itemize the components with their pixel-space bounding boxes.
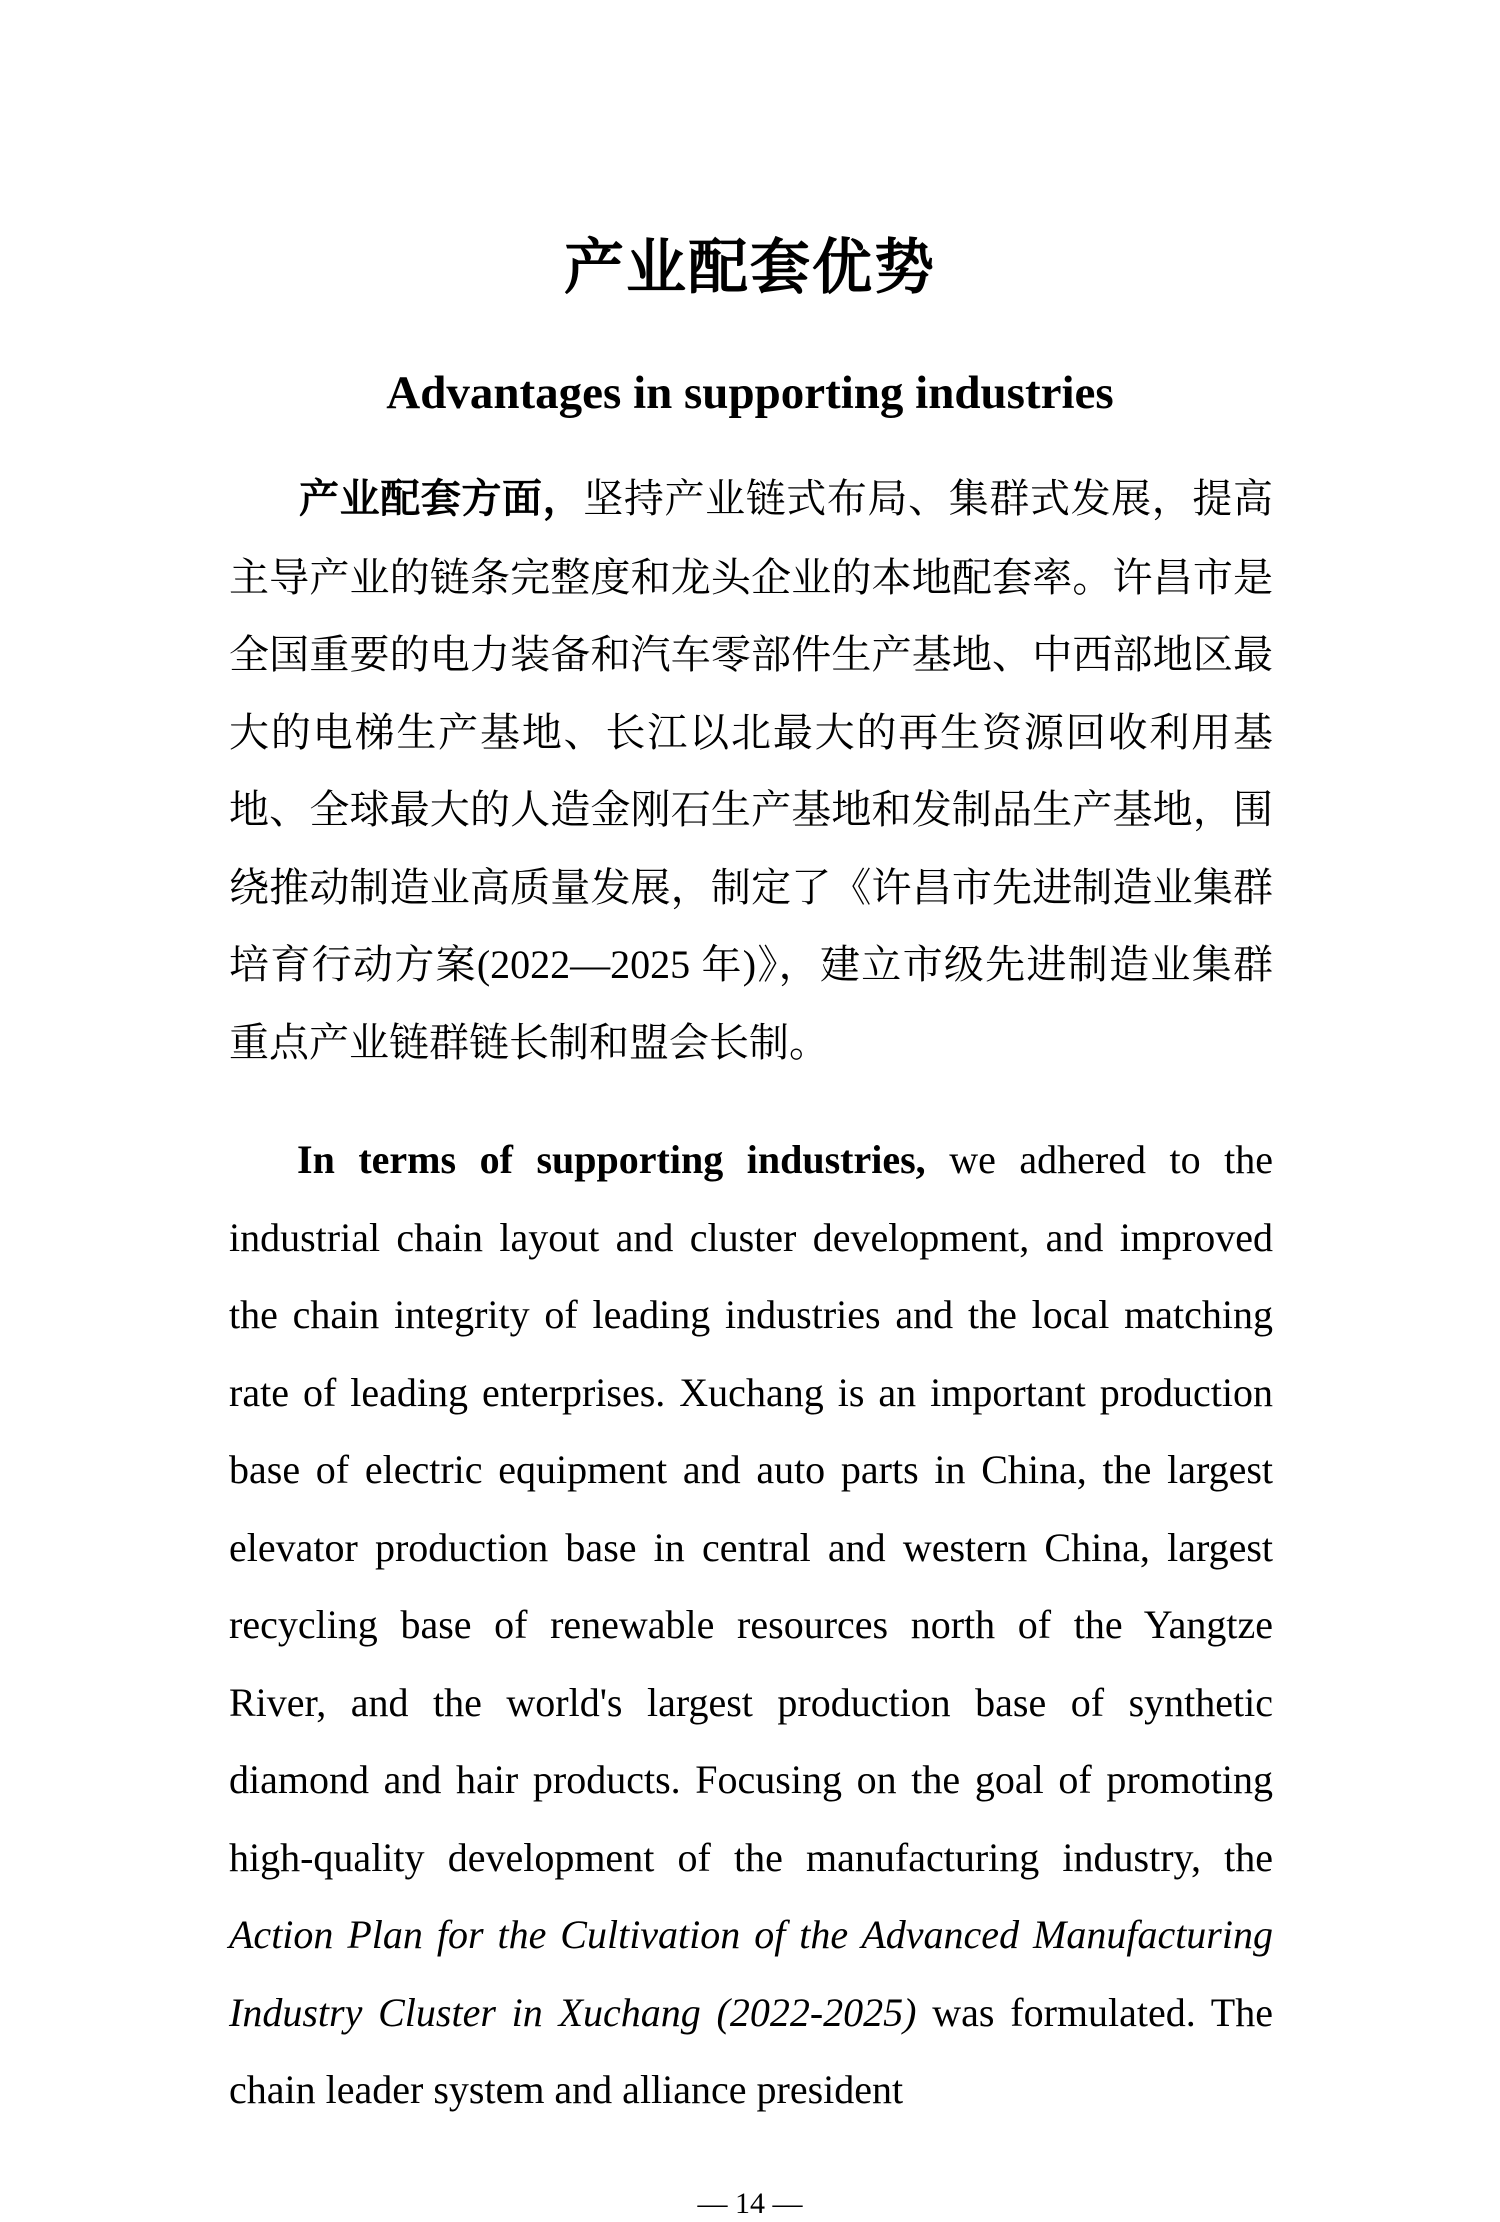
paragraph-en-italic-title: Action Plan for the Cultivation of the Advanced Manufacturing Industry Cluster in Xuchang (2022-2025) bbox=[229, 1912, 1273, 2035]
paragraph-zh-bold-lead: 产业配套方面， bbox=[299, 477, 584, 522]
page-number: — 14 — bbox=[697, 2186, 803, 2220]
paragraph-en-body-1: we adhered to the industrial chain layout and cluster development, and improved the chain integrity of leading industries and the local matching rate of leading enterprises. Xuchang is an important production base of electric equipment and auto parts in China, the largest elevator production base in central and western China, largest recycling base of renewable resources north of the Yangtze River, and the world's largest production base of synthetic diamond and hair products. Focusing on the goal of promoting high-quality development of the manufacturing industry, the bbox=[229, 1137, 1273, 1880]
paragraph-en-body-2: was formulated. The chain leader system and alliance president bbox=[229, 1989, 1273, 2113]
document-page bbox=[0, 40, 1500, 2220]
page-title-zh: 产业配套优势 bbox=[564, 235, 936, 302]
paragraph-zh-body: 坚持产业链式布局、集群式发展，提高主导产业的链条完整度和龙头企业的本地配套率。许昌市是全国重要的电力装备和汽车零部件生产基地、中西部地区最大的电梯生产基地、长江以北最大的再生资源回收利用基地、全球最大的人造金刚石生产基地和发制品生产基地，围绕推动制造业高质量发展，制定了《许昌市先进制造业集群培育行动方案(2022—2025 年)》，建立市级先进制造业集群重点产业链群链长制和盟会长制。 bbox=[229, 476, 1274, 1065]
paragraph-zh bbox=[229, 460, 1273, 1081]
paragraph-en-bold-lead: In terms of supporting industries, bbox=[297, 1137, 926, 1183]
page-title-en: Advantages in supporting industries bbox=[386, 367, 1114, 420]
paragraph-en bbox=[229, 1121, 1273, 2129]
page-body bbox=[229, 460, 1273, 2129]
